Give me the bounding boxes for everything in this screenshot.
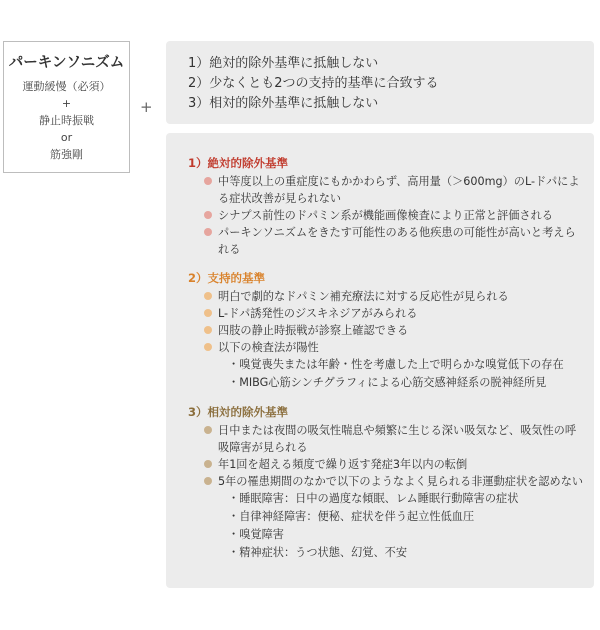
sub-item: ・MIBG心筋シンチグラフィによる心筋交感神経系の脱神経所見: [228, 376, 547, 389]
item-text: シナプス前性のドパミン系が機能画像検査により正常と評価される: [218, 209, 553, 222]
sub-item: ・嗅覚喪失または年齢・性を考慮した上で明らかな嗅覚低下の存在: [228, 358, 564, 371]
plus-sign: +: [140, 98, 153, 116]
list-item: [188, 339, 584, 356]
summary-line: 1）絶対的除外基準に抵触しない: [188, 56, 379, 71]
bullet-dot-icon: [204, 211, 212, 219]
relative-exclusion-section: [188, 404, 584, 562]
item-text: 中等度以上の重症度にもかかわらず、高用量（＞600mg）のL-ドパによる症状改善が見られない: [218, 175, 580, 205]
bullet-dot-icon: [204, 477, 212, 485]
parkinsonism-box: [3, 41, 130, 173]
sub-item: ・精神症状：うつ状態、幻覚、不安: [228, 546, 408, 559]
item-text: 以下の検査法が陽性: [218, 341, 319, 354]
item-text: 5年の罹患期間のなかで以下のようなよく見られる非運動症状を認めない: [218, 475, 584, 488]
sub-item: ・嗅覚障害: [228, 528, 284, 541]
item-text: L-ドパ誘発性のジスキネジアがみられる: [218, 307, 418, 320]
bullet-dot-icon: [204, 343, 212, 351]
section-heading: 1）絶対的除外基準: [188, 156, 289, 170]
supportive-criteria-section: [188, 270, 584, 392]
list-item: [188, 207, 584, 224]
bullet-dot-icon: [204, 177, 212, 185]
sub-item: ・睡眠障害：日中の過度な傾眠、レム睡眠行動障害の症状: [228, 492, 519, 505]
summary-box: [166, 41, 594, 124]
list-item: [188, 422, 584, 456]
summary-line: 3）相対的除外基準に抵触しない: [188, 96, 379, 111]
item-text: 年1回を超える頻度で繰り返す発症3年以内の転倒: [218, 458, 468, 471]
list-item: [188, 456, 584, 473]
criteria-line: +: [61, 97, 72, 110]
item-text: 日中または夜間の吸気性喘息や頻繁に生じる深い吸気など、吸気性の呼吸障害が見られる: [218, 424, 577, 454]
criteria-line: 筋強剛: [50, 148, 83, 161]
bullet-dot-icon: [204, 426, 212, 434]
item-text: パーキンソニズムをきたす可能性のある他疾患の可能性が高いと考えられる: [218, 226, 576, 256]
bullet-dot-icon: [204, 228, 212, 236]
list-item: [188, 322, 584, 339]
parkinsonism-title: パーキンソニズム: [8, 55, 125, 71]
criteria-detail-box: [166, 133, 594, 588]
bullet-dot-icon: [204, 309, 212, 317]
parkinsonism-criteria: [4, 78, 129, 163]
criteria-line: 静止時振戦: [39, 114, 94, 127]
list-item: [188, 173, 584, 207]
bullet-dot-icon: [204, 326, 212, 334]
list-item: [188, 473, 584, 490]
bullet-dot-icon: [204, 460, 212, 468]
section-heading: 3）相対的除外基準: [188, 405, 289, 419]
bullet-dot-icon: [204, 292, 212, 300]
section-heading: 2）支持的基準: [188, 271, 266, 285]
list-item: [188, 224, 584, 258]
criteria-line: or: [60, 131, 73, 144]
item-text: 明白で劇的なドパミン補充療法に対する反応性が見られる: [218, 290, 509, 303]
list-item: [188, 288, 584, 305]
sub-item: ・自律神経障害：便秘、症状を伴う起立性低血圧: [228, 510, 475, 523]
list-item: [188, 305, 584, 322]
criteria-line: 運動緩慢（必須）: [22, 80, 111, 93]
summary-line: 2）少なくとも2つの支持的基準に合致する: [188, 76, 439, 91]
item-text: 四肢の静止時振戦が診察上確認できる: [218, 324, 409, 337]
absolute-exclusion-section: [188, 155, 584, 258]
